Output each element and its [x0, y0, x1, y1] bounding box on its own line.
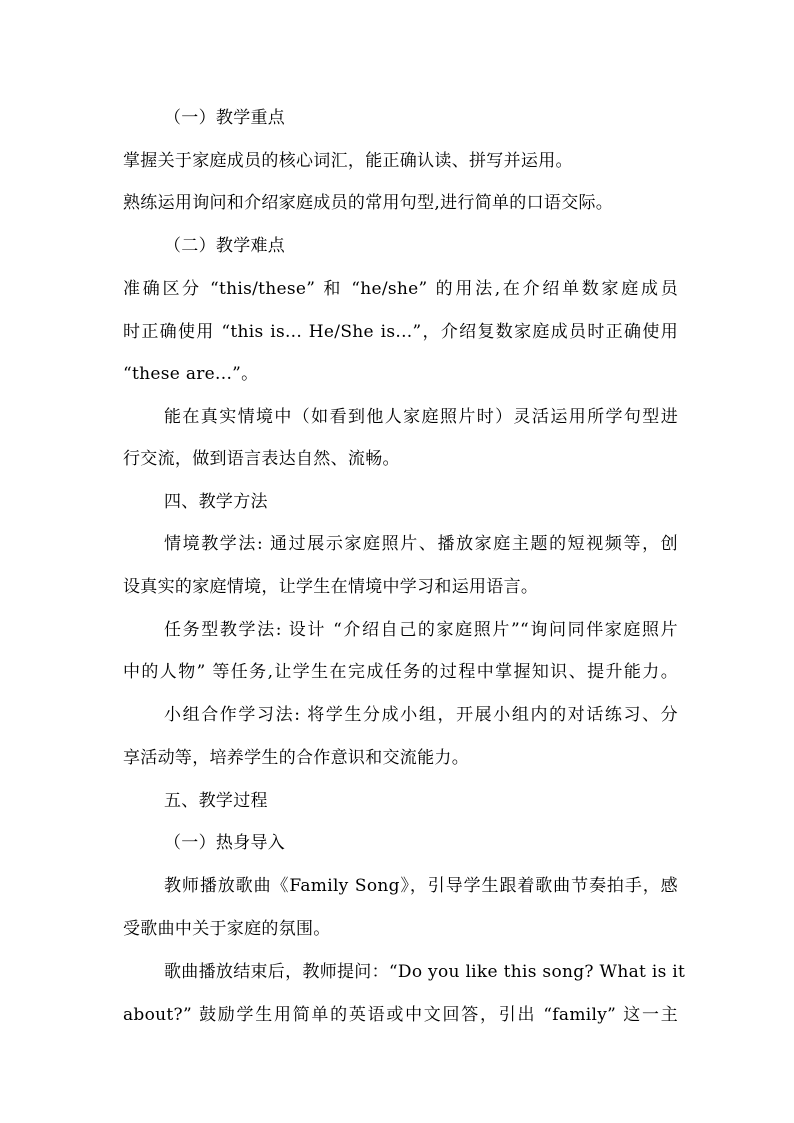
paragraph-line: 受歌曲中关于家庭的氛围。: [123, 919, 331, 939]
paragraph-line: 掌握关于家庭成员的核心词汇，能正确认读、拼写并运用。: [123, 151, 573, 171]
paragraph-line: 设真实的家庭情境，让学生在情境中学习和运用语言。: [123, 577, 539, 597]
paragraph-line: 教师播放歌曲《Family Song》，引导学生跟着歌曲节奏拍手，感: [164, 876, 678, 896]
paragraph-line: “these are...”。: [123, 364, 259, 384]
paragraph-line: 行交流，做到语言表达自然、流畅。: [123, 449, 400, 469]
paragraph-line: 任务型教学法: 设计 “介绍自己的家庭照片”“询问同伴家庭照片: [164, 620, 678, 640]
section-heading-teaching-methods: 四、教学方法: [164, 492, 268, 512]
paragraph-line: 享活动等，培养学生的合作意识和交流能力。: [123, 748, 469, 768]
paragraph-line: 熟练运用询问和介绍家庭成员的常用句型,进行简单的口语交际。: [123, 193, 614, 213]
section-heading-teaching-focus: （一）教学重点: [164, 108, 286, 128]
paragraph-line: 能在真实情境中（如看到他人家庭照片时）灵活运用所学句型进: [164, 407, 678, 427]
paragraph-line: 小组合作学习法: 将学生分成小组，开展小组内的对话练习、分: [164, 705, 678, 725]
paragraph-line: 时正确使用 “this is... He/She is...”，介绍复数家庭成员时正确使用: [123, 322, 678, 342]
section-heading-teaching-process: 五、教学过程: [164, 791, 268, 811]
paragraph-line: 中的人物” 等任务,让学生在完成任务的过程中掌握知识、提升能力。: [123, 662, 678, 682]
paragraph-line: about?” 鼓励学生用简单的英语或中文回答，引出 “family” 这一主: [123, 1005, 678, 1025]
paragraph-line: 歌曲播放结束后，教师提问：“Do you like this song? What is it: [164, 962, 686, 982]
paragraph-line: 情境教学法: 通过展示家庭照片、播放家庭主题的短视频等，创: [164, 534, 678, 554]
paragraph-line: 准确区分 “this/these” 和 “he/she” 的用法,在介绍单数家庭成员: [123, 279, 678, 299]
subsection-heading-warm-up: （一）热身导入: [164, 833, 286, 853]
section-heading-teaching-difficulty: （二）教学难点: [164, 236, 286, 256]
